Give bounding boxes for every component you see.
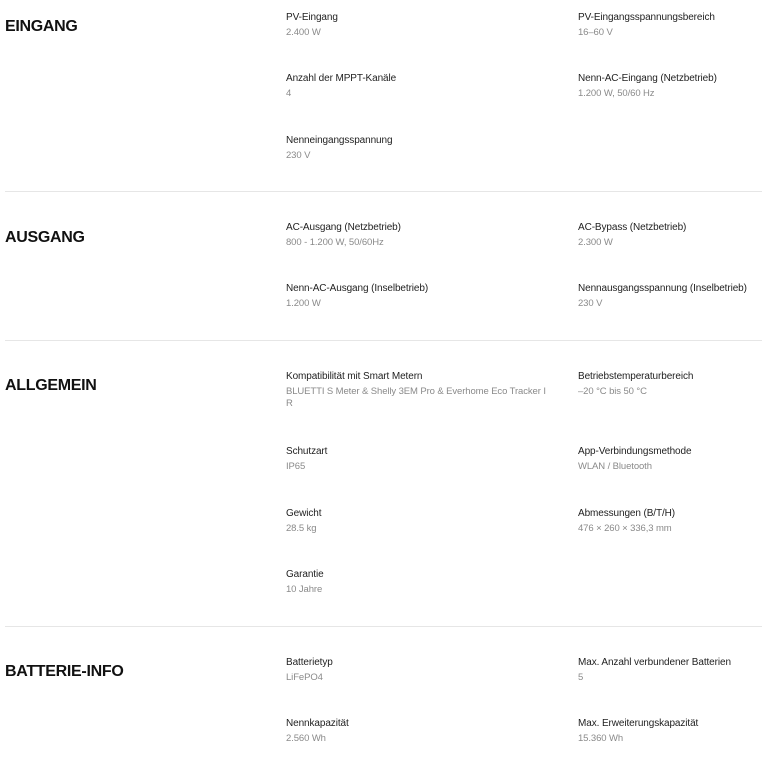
spec-value: 800 - 1.200 W, 50/60Hz [286, 237, 384, 248]
spec-value: 16–60 V [578, 27, 613, 38]
spec-item [578, 717, 758, 745]
spec-item [578, 445, 758, 473]
spec-value: 230 V [286, 150, 311, 161]
spec-label: Max. Erweiterungskapazität [578, 718, 699, 729]
spec-value: 2.400 W [286, 27, 321, 38]
spec-label: Nennkapazität [286, 718, 349, 729]
section-divider [5, 340, 762, 341]
spec-item [578, 656, 758, 684]
spec-item [286, 717, 556, 745]
section-divider [5, 191, 762, 192]
spec-value: WLAN / Bluetooth [578, 461, 652, 472]
spec-value: 1.200 W, 50/60 Hz [578, 88, 655, 99]
spec-value: IP65 [286, 461, 306, 472]
spec-item [286, 72, 556, 100]
spec-value: 10 Jahre [286, 584, 323, 595]
spec-value: 5 [578, 672, 584, 683]
spec-value: LiFePO4 [286, 672, 323, 683]
spec-item [578, 72, 758, 100]
spec-label: Nennausgangsspannung (Inselbetrieb) [578, 283, 747, 294]
spec-label: Batterietyp [286, 657, 333, 668]
spec-value: 2.560 Wh [286, 733, 326, 744]
spec-label: PV-Eingang [286, 12, 338, 23]
spec-item [578, 370, 758, 398]
spec-label: Gewicht [286, 508, 322, 519]
spec-label: Nenn-AC-Ausgang (Inselbetrieb) [286, 283, 429, 294]
section-title: EINGANG [5, 18, 78, 35]
spec-label: PV-Eingangsspannungsbereich [578, 12, 715, 23]
spec-label: AC-Ausgang (Netzbetrieb) [286, 222, 401, 233]
spec-value: 4 [286, 88, 292, 99]
section-divider [5, 626, 762, 627]
spec-label: Nenneingangsspannung [286, 135, 393, 146]
spec-label: Kompatibilität mit Smart Metern [286, 371, 423, 382]
spec-item [286, 507, 556, 535]
spec-label: Betriebstemperaturbereich [578, 371, 694, 382]
spec-value: 476 × 260 × 336,3 mm [578, 523, 672, 534]
spec-value: 230 V [578, 298, 603, 309]
spec-item [286, 134, 556, 162]
spec-value: 15.360 Wh [578, 733, 624, 744]
spec-value: –20 °C bis 50 °C [578, 386, 647, 397]
spec-label: Abmessungen (B/T/H) [578, 508, 676, 519]
spec-item [286, 221, 556, 249]
spec-item [286, 656, 556, 684]
spec-item [286, 370, 556, 410]
spec-item [578, 11, 758, 39]
spec-label: AC-Bypass (Netzbetrieb) [578, 222, 687, 233]
section-title: ALLGEMEIN [5, 377, 97, 394]
spec-label: Max. Anzahl verbundener Batterien [578, 657, 731, 668]
spec-value: 1.200 W [286, 298, 321, 309]
section-title: BATTERIE-INFO [5, 663, 124, 680]
spec-item [578, 507, 758, 535]
section-title: AUSGANG [5, 229, 85, 246]
spec-item [286, 445, 556, 473]
spec-label: Garantie [286, 569, 324, 580]
spec-item [286, 11, 556, 39]
spec-label: Anzahl der MPPT-Kanäle [286, 73, 397, 84]
spec-value: BLUETTI S Meter & Shelly 3EM Pro & Everhome Eco Tracker I R [286, 386, 546, 409]
spec-item [578, 221, 758, 249]
spec-value: 28.5 kg [286, 523, 317, 534]
spec-value: 2.300 W [578, 237, 613, 248]
spec-item [578, 282, 758, 310]
spec-label: Schutzart [286, 446, 328, 457]
spec-item [286, 282, 556, 310]
spec-label: Nenn-AC-Eingang (Netzbetrieb) [578, 73, 717, 84]
spec-label: App-Verbindungsmethode [578, 446, 692, 457]
spec-item [286, 568, 556, 596]
